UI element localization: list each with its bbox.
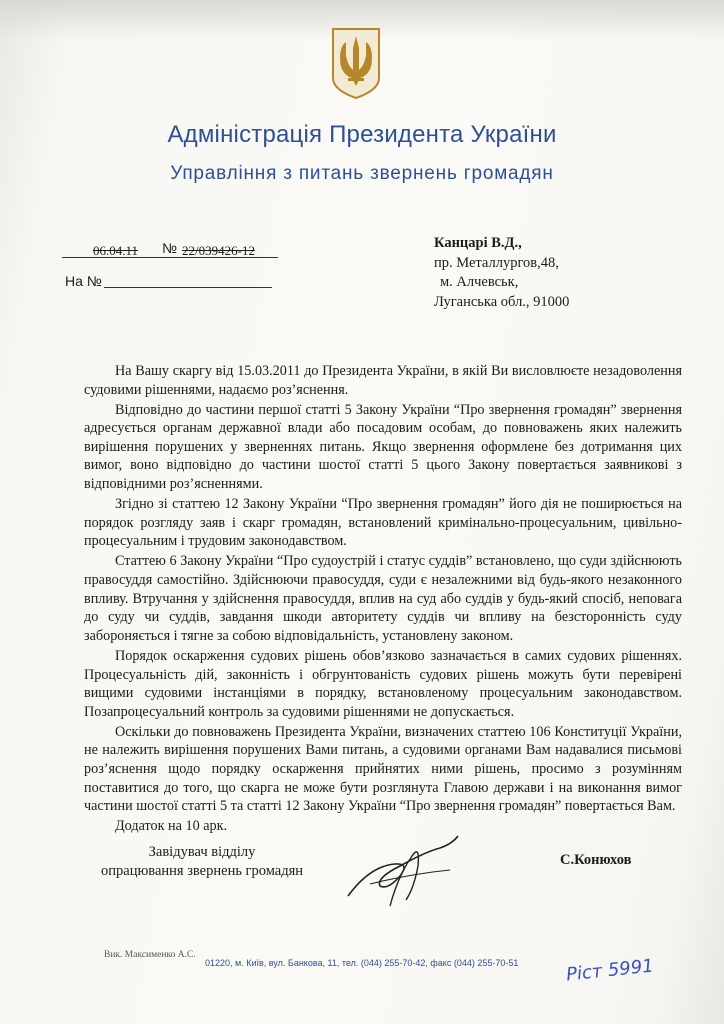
signer-position-line2: опрацювання звернень громадян	[101, 863, 304, 879]
addressee-name: Канцарі В.Д.,	[434, 235, 522, 251]
org-title: Адміністрація Президента України	[167, 121, 557, 148]
body-paragraph: Оскільки до повноважень Президента України, визначених статтею 106 Конституції України, не належить вирішення порушених Вами питань, а судовими органами Вам надавалися письмові роз’яснення щодо порядку оскарження прийнятих ними рішень, просимо з розумінням поставитися до того, що скарга не може бути розглянута Главою держави і на виконання вимог частини шостої статті 5 та статті 12 Закону України “Про звернення громадян” повертається Вам.	[84, 723, 682, 815]
body-paragraph: Статтею 6 Закону України “Про судоустрій і статус суддів” встановлено, що суди здійснюють правосуддя самостійно. Здійснюючи правосуддя, суди є незалежними від будь-якого незаконного впливу. Втручання у здійснення правосуддя, вплив на суд або суддів у будь-який спосіб, неповага до суду чи суддів, завдання шкоди авторитету суддів чи впливу на безсторонність суду забороняється і тягне за собою відповідальність, установлену законом.	[84, 553, 682, 644]
addressee-block	[434, 234, 569, 312]
body-paragraph: Відповідно до частини першої статті 5 Закону України “Про звернення громадян” звернення адресується органам державної влади або посадовим особам, до повноважень яких належить вирішення порушених у зверненнях питань. Якщо звернення оформлене без дотримання цих вимог, воно відповідно до частини шостої статті 5 цього Закону повертається заявникові з відповідними роз’ясненнями.	[84, 401, 682, 493]
footer-address: 01220, м. Київ, вул. Банкова, 11, тел. (044) 255-70-42, факс (044) 255-70-51	[205, 958, 519, 968]
incoming-number-rule	[104, 287, 272, 288]
trident-emblem-icon	[330, 26, 382, 100]
number-label: №	[162, 240, 178, 256]
incoming-number-label: На №	[65, 273, 102, 289]
reference-rule	[62, 257, 278, 258]
outgoing-number: 22/039426-12	[182, 243, 255, 258]
letter-body	[84, 362, 682, 837]
outgoing-date: 06.04.11	[93, 243, 139, 258]
attachment-note: Додаток на 10 арк.	[115, 818, 228, 835]
body-paragraph: Порядок оскарження судових рішень обов’язково зазначається в самих судових рішеннях. Процесуальність дій, законність і обгрунтованість судових рішень можуть бути перевірені вищими судовими інстанціями в порядку, встановленому процесуальним законодавством. Позапроцесуальний контроль за судовими рішеннями не допускається.	[84, 647, 682, 720]
dept-title: Управління з питань звернень громадян	[170, 163, 554, 184]
body-paragraph: Згідно зі статтею 12 Закону України “Про звернення громадян” його дія не поширюється на порядок розгляду заяв і скарг громадян, встановлений кримінально-процесуальним, цивільно-процесуальним і трудовим законодавством.	[84, 496, 682, 550]
addressee-region: Луганська обл., 91000	[434, 293, 570, 310]
addressee-city: м. Алчевськ,	[440, 274, 519, 290]
body-paragraph: На Вашу скаргу від 15.03.2011 до Президента України, в якій Ви висловлюєте незадоволення судовими рішеннями, надаємо роз’яснення.	[84, 363, 682, 398]
handwritten-signature-icon	[340, 826, 470, 916]
signer-name: С.Конюхов	[560, 852, 632, 868]
addressee-street: пр. Металлургов,48,	[434, 254, 559, 271]
signer-position	[101, 843, 303, 881]
signer-position-line1: Завідувач відділу	[148, 844, 256, 860]
executor-line: Вик. Максименко А.С.	[104, 950, 196, 960]
handwritten-note: Ріст 5991	[565, 955, 655, 986]
